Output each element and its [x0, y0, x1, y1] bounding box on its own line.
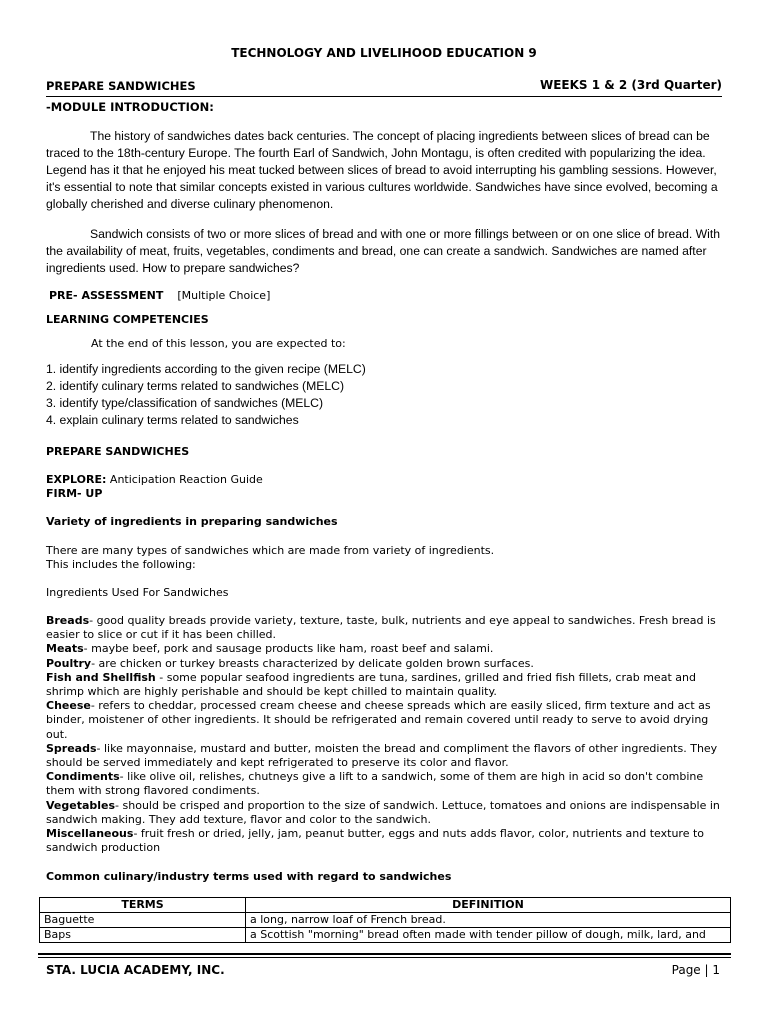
ingredient-term: Breads: [46, 614, 90, 627]
pre-assessment-label: PRE- ASSESSMENT: [49, 289, 164, 302]
ingredient-term: Poultry: [46, 656, 92, 670]
ingredient-term: Condiments: [46, 770, 120, 784]
footer-rule: [38, 953, 731, 955]
term-cell: Baps: [40, 928, 246, 943]
firm-up-label: FIRM- UP: [46, 487, 103, 500]
explore-label: EXPLORE:: [46, 473, 107, 486]
ingredients-list: [46, 614, 726, 855]
competency-item: 4. explain culinary terms related to sandwiches: [46, 413, 299, 427]
competencies-lead: At the end of this lesson, you are expected to:: [91, 337, 346, 350]
ingredient-term: Spreads: [46, 741, 97, 755]
terms-heading: Common culinary/industry terms used with regard to sandwiches: [46, 870, 452, 883]
ingredient-term: Vegetables: [46, 798, 116, 812]
column-header-definition: DEFINITION: [246, 898, 731, 913]
terms-table: [39, 897, 731, 943]
ingredient-term: Fish and Shellfish: [46, 670, 156, 684]
ingredient-description: - good quality breads provide variety, texture, taste, bulk, nutrients and eye appeal to sandwiches. Fresh bread is easier to slice or cut if it has been chilled.: [46, 614, 716, 642]
ingredient-term: Meats: [46, 642, 84, 656]
header-rule: [46, 96, 722, 97]
ingredient-description: - are chicken or turkey breasts characterized by delicate golden brown surfaces.: [91, 656, 534, 670]
ingredient-item: [46, 642, 726, 656]
topic-heading: PREPARE SANDWICHES: [46, 79, 196, 93]
pre-assessment-note: [Multiple Choice]: [177, 289, 271, 302]
explore-text: Anticipation Reaction Guide: [109, 473, 263, 486]
ingredient-term: Cheese: [46, 699, 91, 713]
variety-line-2: This includes the following:: [46, 558, 196, 571]
ingredient-item: [46, 770, 726, 798]
definition-cell: a Scottish "morning" bread often made with tender pillow of dough, milk, lard, and: [246, 928, 731, 943]
term-cell: Baguette: [40, 913, 246, 928]
ingredient-description: - like olive oil, relishes, chutneys give a lift to a sandwich, some of them are high in acid so don't combine them with strong flavored condiments.: [46, 770, 704, 798]
variety-heading: Variety of ingredients in preparing sandwiches: [46, 515, 338, 528]
ingredient-item: [46, 799, 726, 827]
weeks-label: WEEKS 1 & 2 (3rd Quarter): [539, 78, 722, 92]
table-row: [40, 928, 731, 943]
ingredient-description: - some popular seafood ingredients are tuna, sardines, grilled and fried fish fillets, crab meat and shrimp which are highly perishable and should be kept chilled to maintain quality.: [46, 670, 696, 699]
competency-item: 2. identify culinary terms related to sandwiches (MELC): [46, 379, 345, 393]
ingredients-subheading: Ingredients Used For Sandwiches: [46, 586, 229, 599]
competencies-list: [46, 361, 366, 429]
ingredient-description: - like mayonnaise, mustard and butter, moisten the bread and compliment the flavors of other ingredients. They should be served immediately and kept refrigerated to preserve its color and flavor.: [46, 741, 718, 770]
pre-assessment: [49, 289, 270, 303]
definition-cell: a long, narrow loaf of French bread.: [246, 913, 731, 928]
ingredient-term: Miscellaneous: [46, 827, 134, 841]
footer-page-number: Page | 1: [671, 963, 720, 977]
footer-rule-thin: [38, 957, 731, 958]
ingredient-description: - refers to cheddar, processed cream cheese and cheese spreads which are easily sliced, firm texture and act as binder, moistener of other ingredients. It should be refrigerated and remain covered until ready to serve to avoid drying out.: [46, 699, 711, 741]
competency-item: 3. identify type/classification of sandwiches (MELC): [46, 396, 324, 410]
document-title: TECHNOLOGY AND LIVELIHOOD EDUCATION 9: [231, 46, 537, 60]
competency-item: 1. identify ingredients according to the given recipe (MELC): [46, 362, 366, 376]
ingredient-description: - fruit fresh or dried, jelly, jam, peanut butter, eggs and nuts adds flavor, color, nutrients and texture to sandwich production: [46, 827, 705, 855]
ingredient-item: [46, 742, 726, 770]
variety-line-1: There are many types of sandwiches which are made from variety of ingredients.: [46, 544, 495, 557]
ingredient-item: [46, 827, 726, 855]
column-header-terms: TERMS: [40, 898, 246, 913]
ingredient-description: - should be crisped and proportion to the size of sandwich. Lettuce, tomatoes and onions are indispensable in sandwich making. They add texture, flavor and color to the sandwich.: [46, 798, 720, 826]
ingredient-description: - maybe beef, pork and sausage products like ham, roast beef and salami.: [83, 642, 494, 656]
competencies-heading: LEARNING COMPETENCIES: [46, 313, 209, 326]
ingredient-item: [46, 614, 726, 642]
table-header-row: [40, 898, 731, 913]
module-intro-heading: -MODULE INTRODUCTION:: [46, 100, 214, 114]
ingredient-item: [46, 699, 726, 742]
intro-paragraph-2: Sandwich consists of two or more slices of bread and with one or more fillings between or on one slice of bread. With the availability of meat, fruits, vegetables, condiments and bread, one can create a sandwich. Sandwiches are named after ingredients used. How to prepare sandwiches?: [46, 227, 721, 275]
intro-paragraph-1: The history of sandwiches dates back centuries. The concept of placing ingredients between slices of bread can be traced to the 18th-century Europe. The fourth Earl of Sandwich, John Montagu, is often credited with popularizing the idea. Legend has it that he enjoyed his meat tucked between slices of bread to avoid interrupting his gambling sessions. However, it's essential to note that similar concepts existed in various cultures worldwide. Sandwiches have since evolved, becoming a globally cherished and diverse culinary phenomenon.: [46, 129, 718, 211]
prepare-heading: PREPARE SANDWICHES: [46, 445, 190, 458]
ingredient-item: [46, 671, 726, 699]
explore-line: [46, 473, 263, 487]
footer-school: STA. LUCIA ACADEMY, INC.: [46, 963, 225, 977]
ingredient-item: [46, 657, 726, 671]
table-row: [40, 913, 731, 928]
